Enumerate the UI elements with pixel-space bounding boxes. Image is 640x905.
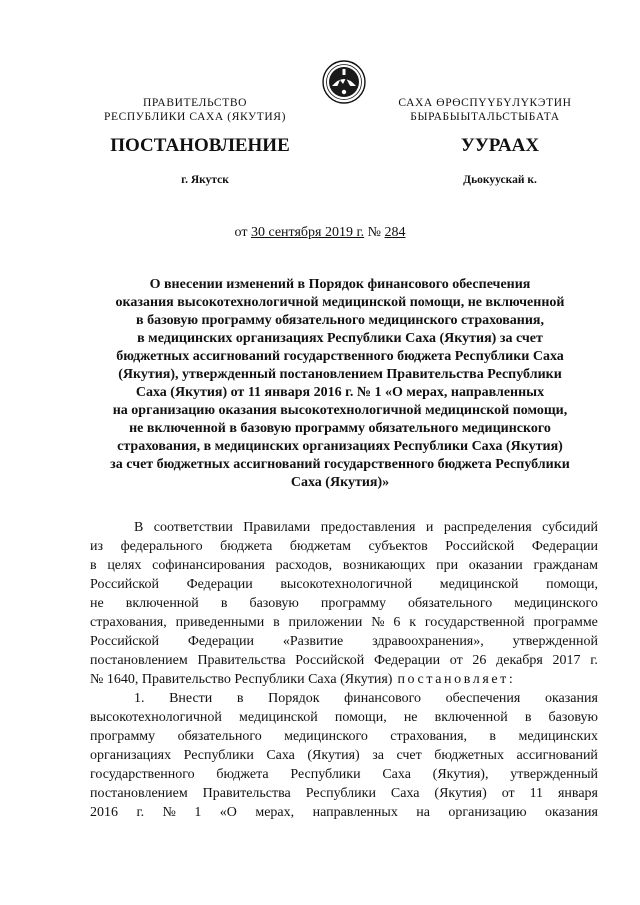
title-line: Саха (Якутия) от 11 января 2016 г. № 1 «О мерах, направленных — [135, 385, 545, 400]
document-title — [80, 276, 600, 492]
title-line: на организацию оказания высокотехнологичной медицинской помощи, — [112, 403, 568, 418]
title-line: О внесении изменений в Порядок финансового обеспечения — [149, 277, 531, 292]
body-line: постановлением Правительства Республики Саха (Якутия) от 11 января — [90, 786, 598, 801]
government-name-sakha — [380, 96, 590, 124]
org-line-1: ПРАВИТЕЛЬСТВО — [143, 97, 247, 109]
body-line: 2016 г. № 1 «О мерах, направленных на организацию оказания — [90, 805, 598, 820]
body-line: из федерального бюджета бюджетам субъектов Российской Федерации — [90, 539, 598, 554]
document-body — [90, 518, 598, 822]
body-line: организациях Республики Саха (Якутия) за счет бюджетных ассигнований — [90, 748, 598, 763]
coat-of-arms-emblem-icon — [322, 60, 366, 104]
title-line: бюджетных ассигнований государственного бюджета Республики Саха — [116, 349, 564, 364]
preamble-end: № 1640, Правительство Республики Саха (Якутия) — [90, 672, 393, 687]
paragraph-preamble — [90, 518, 598, 670]
title-line: в медицинских организациях Республики Саха (Якутия) за счет — [137, 331, 543, 346]
title-line: (Якутия), утвержденный постановлением Правительства Республики — [118, 367, 562, 382]
title-line: не включенной в базовую программу обязательного медицинского — [129, 421, 551, 436]
doctype-sakha: УУРААХ — [460, 135, 540, 156]
body-line: Российской Федерации высокотехнологичной медицинской помощи, — [90, 577, 598, 592]
body-line — [90, 670, 598, 689]
org-line-2: РЕСПУБЛИКИ САХА (ЯКУТИЯ) — [103, 111, 286, 123]
doctype-ru: ПОСТАНОВЛЕНИЕ — [110, 135, 290, 156]
city-ru: г. Якутск — [181, 174, 229, 186]
body-line: постановлением Правительства Российской Федерации от 26 декабря 2017 г. — [90, 653, 598, 668]
org-line-1: САХА ӨРӨСПҮҮБҮЛҮКЭТИН — [398, 97, 572, 109]
city-sakha: Дьокуускай к. — [463, 174, 537, 186]
document-date-number — [0, 225, 640, 241]
body-line: не включенной в базовую программу обязательного медицинского — [90, 596, 598, 611]
body-line: Российской Федерации «Развитие здравоохранения», утвержденной — [90, 634, 598, 649]
date-prefix: от — [234, 225, 251, 240]
body-line: высокотехнологичной медицинской помощи, не включенной в базовую — [90, 710, 598, 725]
body-line: государственного бюджета Республики Саха (Якутия), утвержденный — [90, 767, 598, 782]
title-line: за счет бюджетных ассигнований государственного бюджета Республики — [110, 457, 570, 472]
document-number: 284 — [384, 225, 406, 240]
government-name-ru — [90, 96, 300, 124]
title-line: в базовую программу обязательного медицинского страхования, — [136, 313, 544, 328]
body-line: 1. Внести в Порядок финансового обеспечения оказания — [134, 691, 598, 706]
paragraph-item-1 — [90, 689, 598, 822]
number-sign: № — [364, 225, 385, 240]
body-line: В соответствии Правилами предоставления и распределения субсидий — [134, 520, 598, 535]
body-line: в целях софинансирования расходов, возникающих при оказании гражданам — [90, 558, 598, 573]
body-line: страхования, приведенными в приложении № 6 к государственной программе — [90, 615, 598, 630]
body-line: программу обязательного медицинского страхования, в медицинских — [90, 729, 598, 744]
resolves-word: постановляет: — [397, 672, 516, 687]
title-line: оказания высокотехнологичной медицинской помощи, не включенной — [115, 295, 565, 310]
title-line: Саха (Якутия)» — [290, 475, 390, 490]
org-line-2: БЫРАБЫЫТАЛЬСТЫБАТА — [410, 111, 560, 123]
title-line: страхования, в медицинских организациях Республики Саха (Якутия) — [117, 439, 563, 454]
document-date: 30 сентября 2019 г. — [250, 225, 365, 240]
